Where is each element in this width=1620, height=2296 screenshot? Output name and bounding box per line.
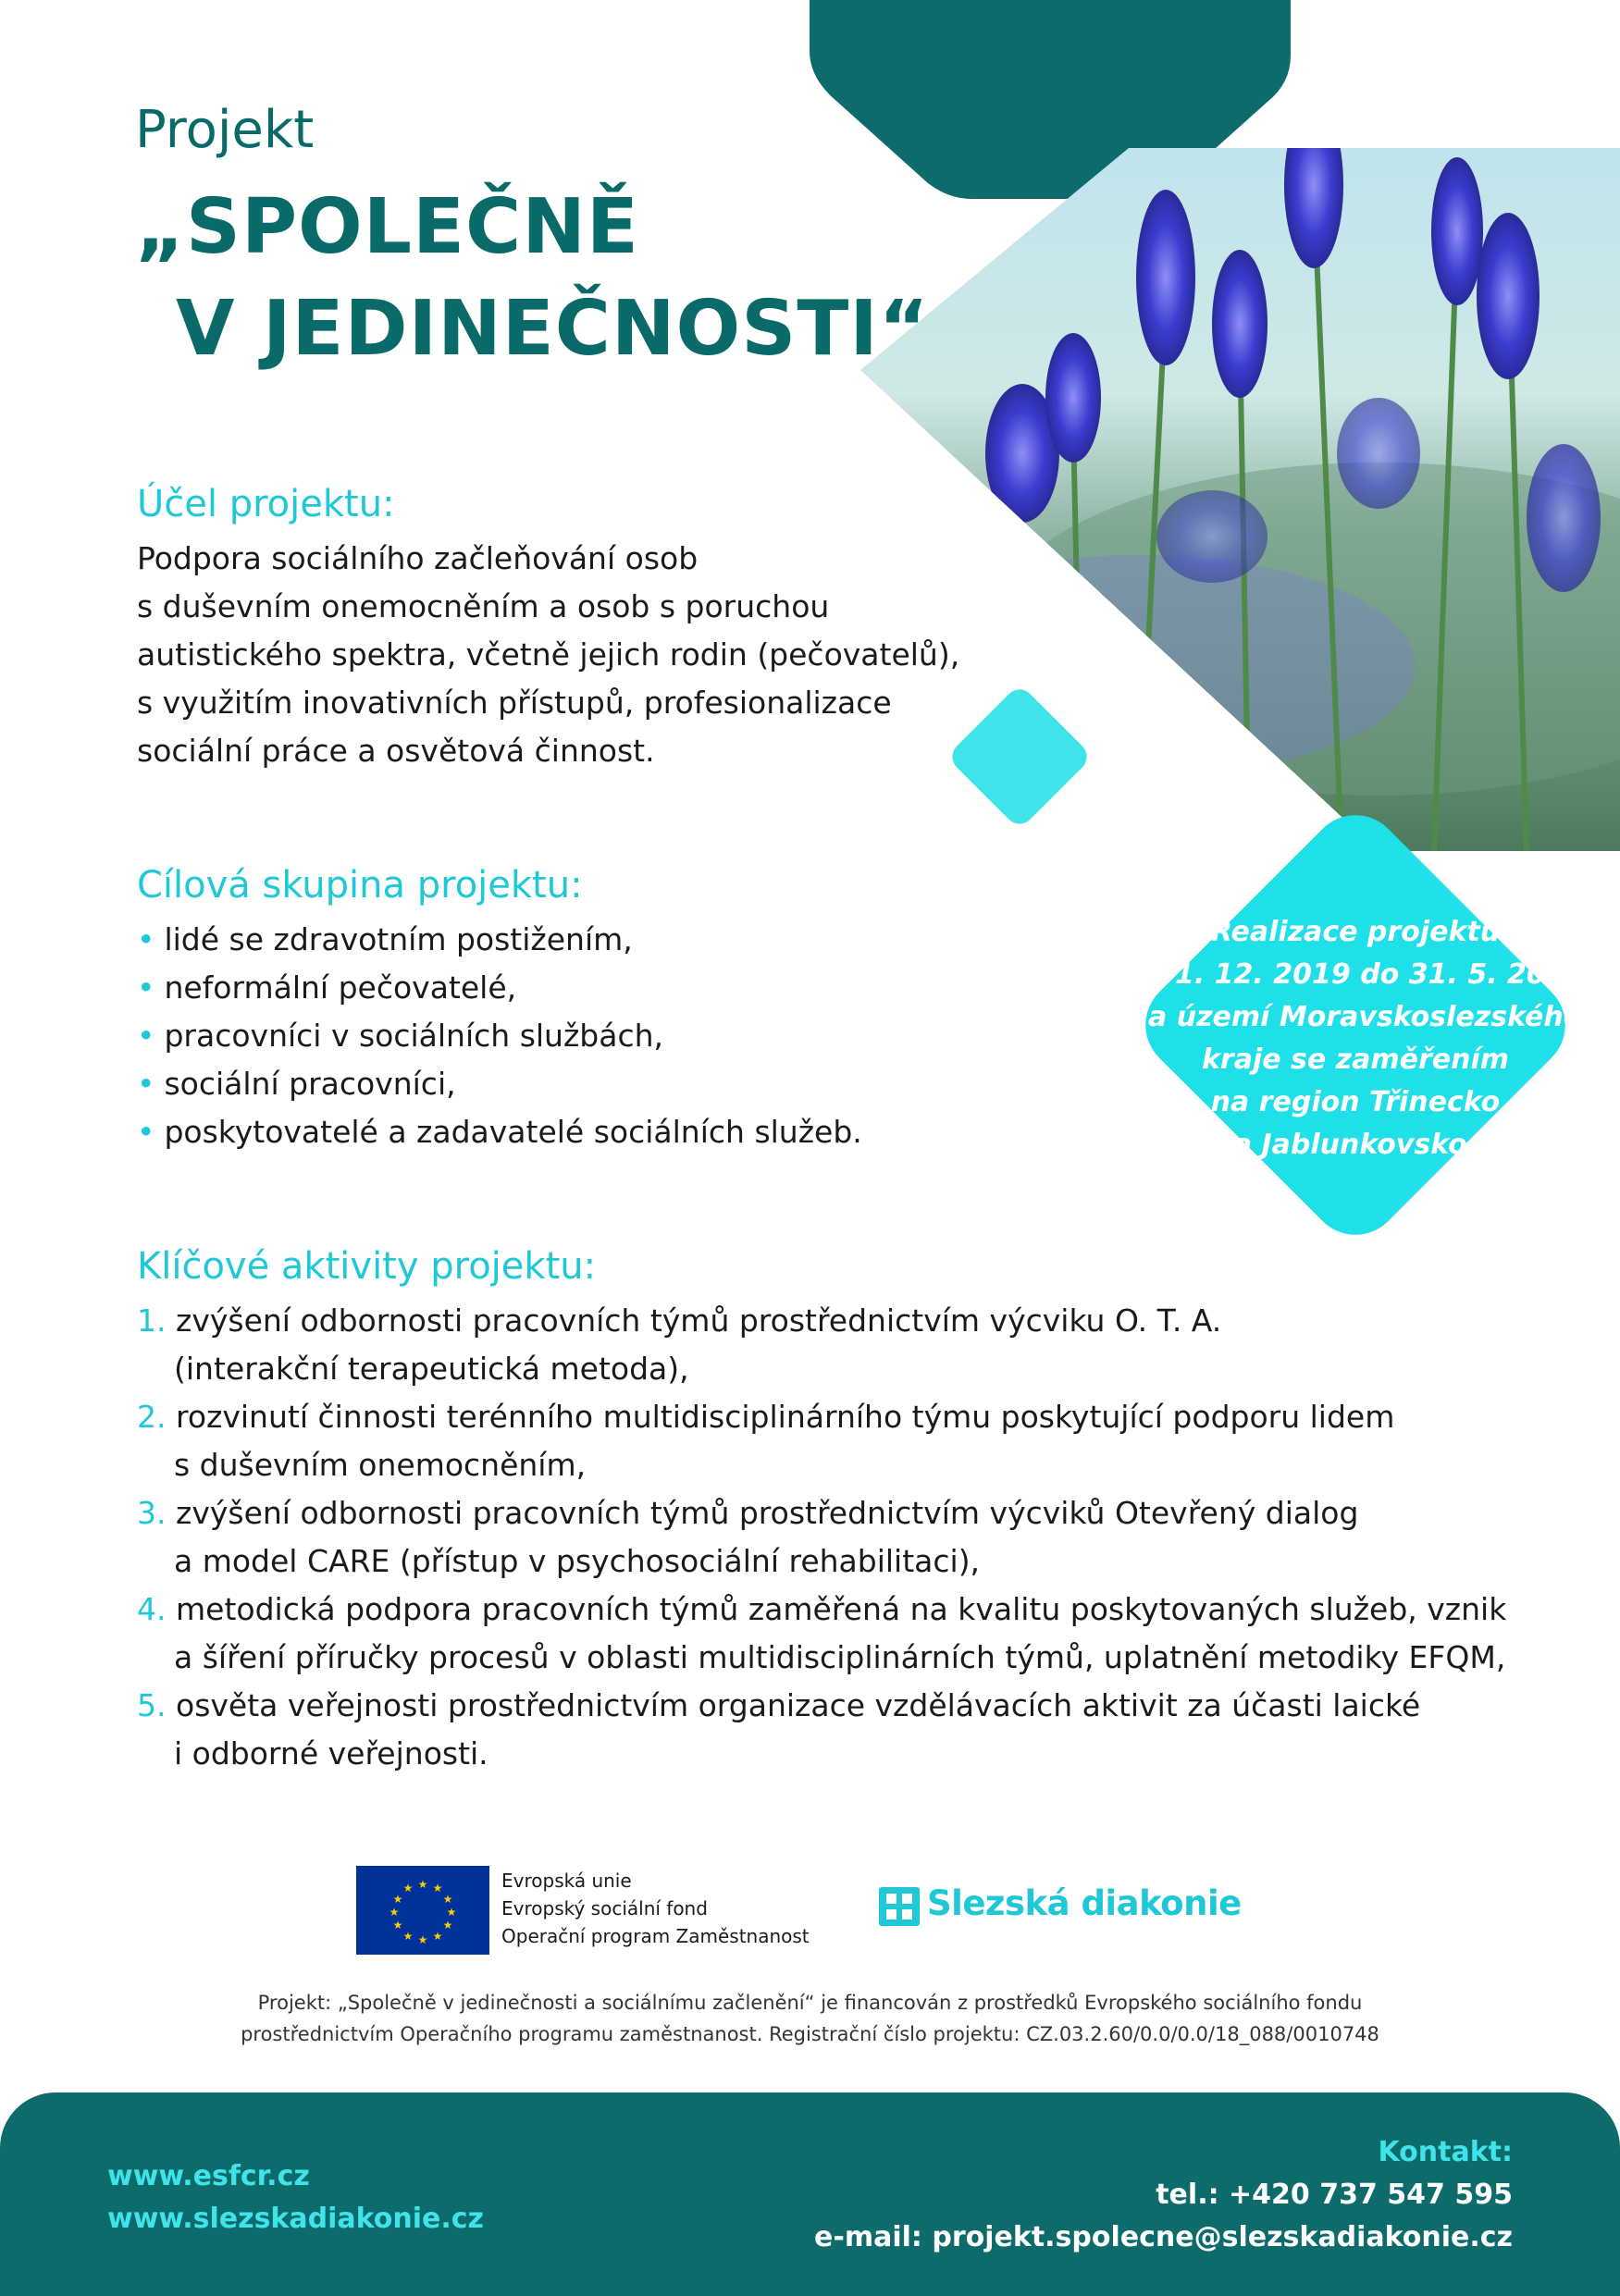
contact-email[interactable]: e-mail: projekt.spolecne@slezskadiakonie.cz <box>814 2221 1513 2253</box>
project-title-line2: V JEDINEČNOSTI“ <box>176 285 930 373</box>
list-item: 2. rozvinutí činnosti terénního multidisciplinárního týmu poskytující podporu lidem s duševním onemocněním, <box>137 1399 1395 1483</box>
svg-text:★: ★ <box>446 1906 457 1919</box>
list-item: 1. zvýšení odbornosti pracovních týmů prostřednictvím výcviku O. T. A. (interakční terapeutická metoda), <box>137 1302 1222 1387</box>
contact-block <box>814 2131 1513 2259</box>
link-slezskadiakonie[interactable]: www.slezskadiakonie.cz <box>107 2203 485 2235</box>
web-links <box>107 2155 484 2240</box>
contact-label: Kontakt: <box>1378 2136 1513 2168</box>
ucel-body: Podpora sociálního začleňování osob s duševním onemocněním a osob s poruchou autistického spektra, včetně jejich rodin (pečovatelů), s využitím inovativních přístupů, profesionalizace sociální práce a osvětová činnost. <box>137 540 960 769</box>
title-prefix: Projekt <box>135 100 315 160</box>
link-esfcr[interactable]: www.esfcr.cz <box>107 2160 310 2192</box>
svg-text:★: ★ <box>442 1893 453 1906</box>
cilova-list <box>137 916 862 1156</box>
svg-text:★: ★ <box>432 1930 443 1943</box>
list-item: • pracovníci v sociálních službách, <box>137 1018 664 1054</box>
svg-text:★: ★ <box>402 1882 414 1895</box>
svg-text:★: ★ <box>392 1919 403 1932</box>
svg-text:★: ★ <box>402 1930 414 1943</box>
list-item: 3. zvýšení odbornosti pracovních týmů prostřednictvím výcviků Otevřený dialog a model CARE (přístup v psychosociální rehabilitaci), <box>137 1495 1359 1579</box>
svg-text:★: ★ <box>442 1919 453 1932</box>
aktivity-list <box>137 1297 1506 1778</box>
eu-logo-text: Evropská unie Evropský sociální fond Operační program Zaměstnanost <box>501 1870 810 1947</box>
contact-phone[interactable]: tel.: +420 737 547 595 <box>1156 2179 1513 2211</box>
svg-text:★: ★ <box>432 1882 443 1895</box>
project-title-line1: „SPOLEČNĚ <box>135 183 639 271</box>
slezska-diakonie-logo-text: Slezská diakonie <box>927 1883 1242 1923</box>
eu-flag-icon <box>356 1866 489 1955</box>
list-item: 5. osvěta veřejnosti prostřednictvím organizace vzdělávacích aktivit za účasti laické i odborné veřejnosti. <box>137 1687 1421 1771</box>
slezska-diakonie-logo-icon <box>879 1887 920 1926</box>
cilova-heading: Cílová skupina projektu: <box>137 864 583 907</box>
list-item: • neformální pečovatelé, <box>137 969 517 1006</box>
list-item: • lidé se zdravotním postižením, <box>137 921 633 957</box>
svg-text:★: ★ <box>392 1893 403 1906</box>
list-item: 4. metodická podpora pracovních týmů zaměřená na kvalitu poskytovaných služeb, vznik a šíření příručky procesů v oblasti multidisciplinárních týmů, uplatnění metodiky EFQM, <box>137 1591 1507 1675</box>
svg-text:★: ★ <box>417 1878 428 1891</box>
svg-text:★: ★ <box>389 1906 400 1919</box>
list-item: • sociální pracovníci, <box>137 1066 456 1102</box>
list-item: • poskytovatelé a zadavatelé sociálních služeb. <box>137 1114 862 1150</box>
aktivity-heading: Klíčové aktivity projektu: <box>137 1245 597 1288</box>
realizace-text: Realizace projektu od 1. 12. 2019 do 31. 5. 2022 na území Moravskoslezského kraje se zaměřením na region Třinecko a Jablunkovsko. <box>1126 916 1585 1161</box>
svg-text:★: ★ <box>417 1933 428 1946</box>
ucel-heading: Účel projektu: <box>137 483 395 525</box>
financing-note: Projekt: „Společně v jedinečnosti a sociálnímu začlenění“ je financován z prostředků Evropského sociálního fondu prostřednictvím Operačního programu zaměstnanost. Registrační číslo projektu: CZ.03.2.60/0.0/0.0/18_088/0010748 <box>241 1992 1379 2045</box>
